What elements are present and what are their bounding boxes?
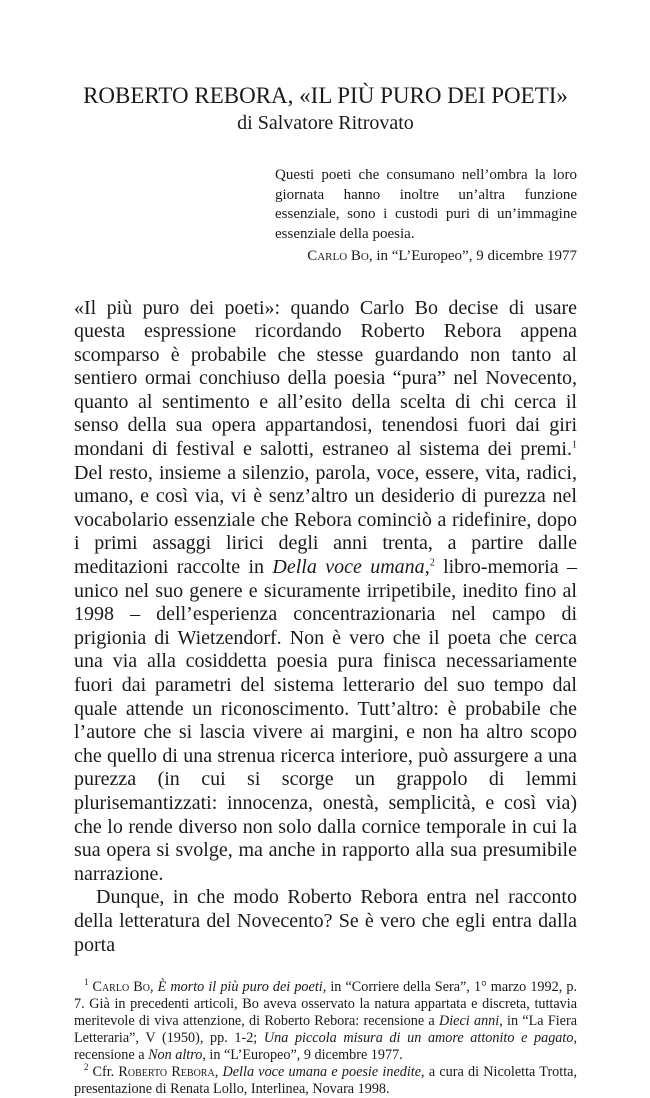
footnote-1-title-4: Non altro	[148, 1047, 203, 1064]
footnote-1-separator: ,	[149, 979, 158, 996]
footnote-2-cfr: Cfr.	[92, 1064, 119, 1081]
footnote-1-title-2: Dieci anni	[438, 1013, 500, 1030]
footnote-1-text-b: , in “La Fiera Letteraria”, V (1950), pp. 1-2;	[74, 1013, 577, 1047]
footnote-2	[74, 1064, 577, 1098]
footnote-2-author: Roberto Rebora	[118, 1064, 215, 1081]
footnote-1-text-d: , in “L’Europeo”, 9 dicembre 1977.	[202, 1047, 403, 1064]
footnote-1-text-c: , recensione a	[74, 1030, 577, 1064]
epigraph-source	[275, 247, 577, 267]
epigraph-source-citation: , in “L’Europeo”, 9 dicembre 1977	[368, 248, 577, 264]
epigraph-quote: Questi poeti che consumano nell’ombra la loro giornata hanno inoltre un’altra funzione essenziale, sono i custodi puri di un’immagine essenziale della poesia.	[275, 167, 577, 242]
paragraph-1	[74, 297, 577, 887]
footnote-1-number: 1	[84, 977, 89, 988]
footnotes	[74, 979, 577, 1098]
paragraph-1-text-c: libro-memoria – unico nel suo genere e sicuramente irripetibile, inedito fino al 1998 – dell’esperienza concentrazionaria nel campo di prigionia di Wietzendorf. Non è vero che il poeta che cerca una via alla cosiddetta poesia pura finisca necessariamente fuori dai parametri del sistema letterario del suo tempo dal quale attende un riconoscimento. Tutt’altro: è probabile che l’autore che si lascia vivere ai margini, e non ha altro scopo che quello di una strenua ricerca interiore, può assurgere a una purezza (in cui si scorge un grappolo di lemmi plurisemantizzati: innocenza, onestà, semplicità, e così via) che lo rende diverso non solo dalla cornice temporale in cui la sua opera si svolge, ma anche in rapporto alla sua presumibile narrazione.	[74, 556, 577, 885]
footnote-1-title: È morto il più puro dei poeti	[157, 979, 323, 996]
paragraph-1-text-b: Del resto, insieme a silenzio, parola, voce, essere, vita, radici, umano, e così via, vi è senz’altro un desiderio di purezza nel vocabolario essenziale che Rebora cominciò a ridefinire, dopo i primi assaggi lirici degli anni trenta, a partire dalle meditazioni raccolte in	[74, 461, 577, 579]
epigraph-source-author: Carlo Bo	[307, 248, 369, 264]
paragraph-1-book-title: Della voce umana	[272, 556, 425, 579]
footnote-2-separator: ,	[214, 1064, 223, 1081]
footnote-1-title-3: Una piccola misura di un amore attonito e pagato	[263, 1030, 574, 1047]
paragraph-1-comma: ,	[424, 556, 430, 579]
paragraph-1-text-a: «Il più puro dei poeti»: quando Carlo Bo decise di usare questa espressione ricordando Roberto Rebora appena scomparso è probabile che stesse guardando non tanto al sentiero ormai conchiuso della poesia “pura” nel Novecento, quanto al sentimento e all’esito della scelta di chi cerca il senso della sua opera appartandosi, tenendosi fuori dai giri mondani di festival e salotti, estraneo al sistema dei premi.	[74, 296, 577, 461]
footnote-2-title: Della voce umana e poesie inedite	[222, 1064, 422, 1081]
footnote-2-number: 2	[84, 1062, 89, 1073]
article-byline: di Salvatore Ritrovato	[237, 112, 414, 134]
footnote-1	[74, 979, 577, 1064]
body-text	[74, 297, 577, 958]
footnote-2-text: , a cura di Nicoletta Trotta, presentazione di Renata Lollo, Interlinea, Novara 1998.	[74, 1064, 578, 1098]
article-title: ROBERTO REBORA, «IL PIÙ PURO DEI POETI»	[83, 83, 568, 108]
footnote-ref-1: 1	[572, 439, 577, 451]
footnote-1-author: Carlo Bo	[92, 979, 150, 996]
paragraph-2: Dunque, in che modo Roberto Rebora entra nel racconto della letteratura del Novecento? Se è vero che egli entra dalla porta	[74, 886, 577, 956]
footnote-ref-2: 2	[429, 557, 435, 569]
epigraph	[275, 166, 577, 267]
footnote-1-text-a: , in “Corriere della Sera”, 1° marzo 1992, p. 7. Già in precedenti articoli, Bo aveva osservato la natura appartata e discreta, tuttavia meritevole di viva attenzione, di Roberto Rebora: recensione a	[74, 979, 577, 1030]
page	[74, 82, 577, 1098]
